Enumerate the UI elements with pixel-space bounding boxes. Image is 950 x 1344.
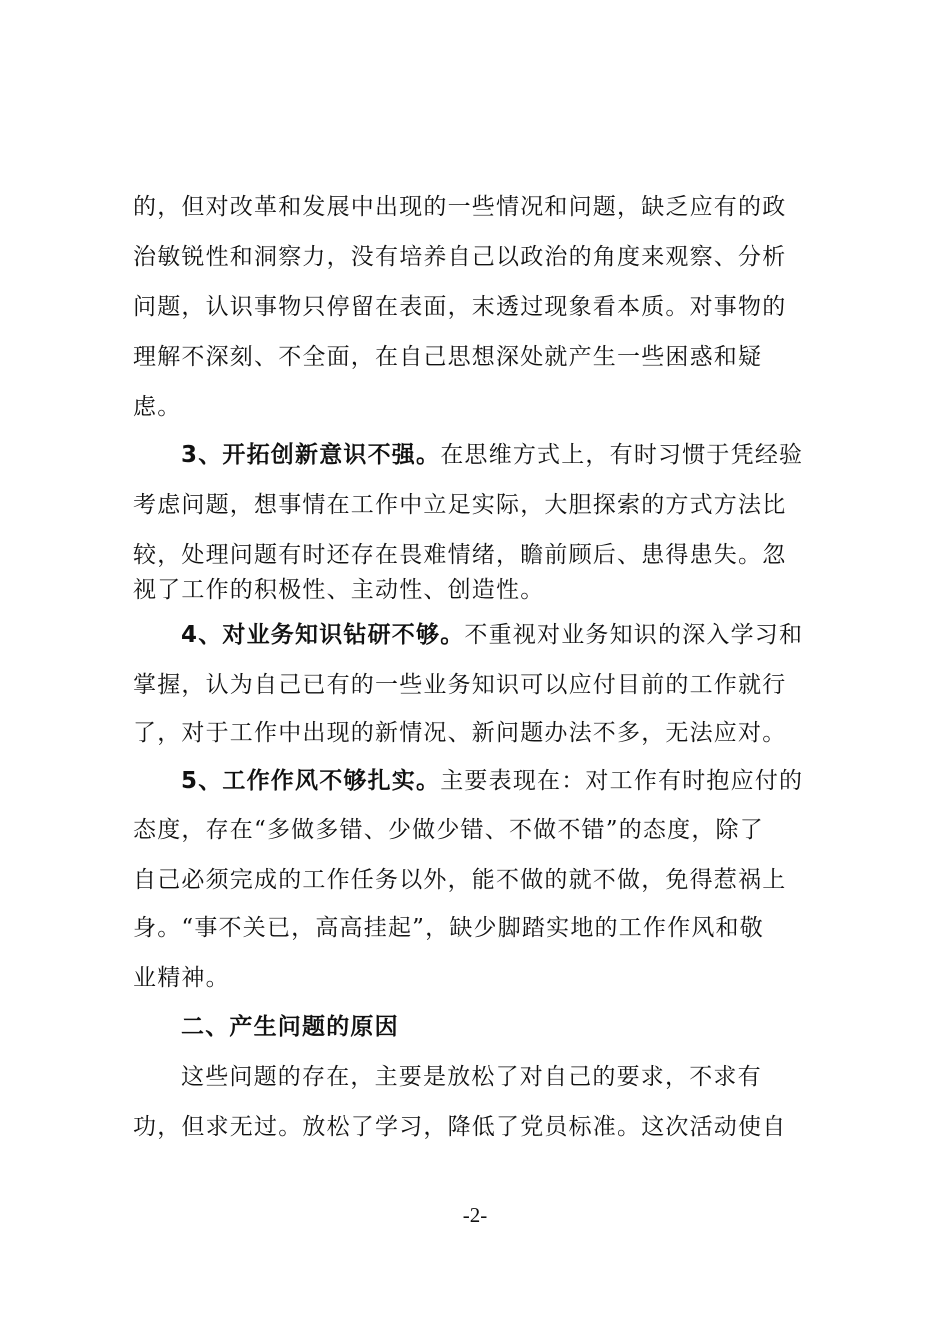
paragraph-line: 自己必须完成的工作任务以外，能不做的就不做，免得惹祸上 [133, 867, 787, 893]
paragraph-line: 的，但对改革和发展中出现的一些情况和问题，缺乏应有的政 [133, 194, 787, 220]
list-item-4-first-line [181, 620, 881, 650]
paragraph-line: 身。“事不关已，高高挂起”，缺少脚踏实地的工作作风和敬 [133, 915, 764, 941]
list-item-5-first-line [181, 766, 881, 796]
list-item-4-heading: 4、对业务知识钻研不够。 [181, 622, 465, 648]
paragraph-line: 理解不深刻、不全面，在自己思想深处就产生一些困惑和疑 [133, 344, 763, 370]
paragraph-line: 业精神。 [133, 965, 230, 991]
list-item-3-text: 在思维方式上，有时习惯于凭经验 [440, 442, 804, 468]
page-number: -2- [462, 1203, 488, 1227]
paragraph-line: 功，但求无过。放松了学习，降低了党员标准。这次活动使自 [133, 1114, 787, 1140]
paragraph-line: 了，对于工作中出现的新情况、新问题办法不多，无法应对。 [133, 720, 787, 746]
paragraph-line: 虑。 [133, 394, 182, 420]
paragraph-line: 治敏锐性和洞察力，没有培养自己以政治的角度来观察、分析 [133, 244, 787, 270]
paragraph-line: 问题，认识事物只停留在表面，末透过现象看本质。对事物的 [133, 294, 787, 320]
list-item-5-heading: 5、工作作风不够扎实。 [181, 768, 441, 794]
paragraph-line: 这些问题的存在，主要是放松了对自己的要求，不求有 [181, 1064, 762, 1090]
paragraph-line: 视了工作的积极性、主动性、创造性。 [133, 577, 545, 603]
section-heading: 二、产生问题的原因 [181, 1014, 399, 1040]
paragraph-line: 态度，存在“多做多错、少做少错、不做不错”的态度，除了 [133, 817, 764, 843]
paragraph-line: 掌握，认为自己已有的一些业务知识可以应付目前的工作就行 [133, 672, 787, 698]
list-item-4-text: 不重视对业务知识的深入学习和 [464, 622, 804, 648]
paragraph-line: 考虑问题，想事情在工作中立足实际，大胆探索的方式方法比 [133, 492, 787, 518]
list-item-3-heading: 3、开拓创新意识不强。 [181, 442, 441, 468]
list-item-3-first-line [181, 440, 881, 470]
list-item-5-text: 主要表现在：对工作有时抱应付的 [440, 768, 804, 794]
paragraph-line: 较，处理问题有时还存在畏难情绪，瞻前顾后、患得患失。忽 [133, 542, 787, 568]
